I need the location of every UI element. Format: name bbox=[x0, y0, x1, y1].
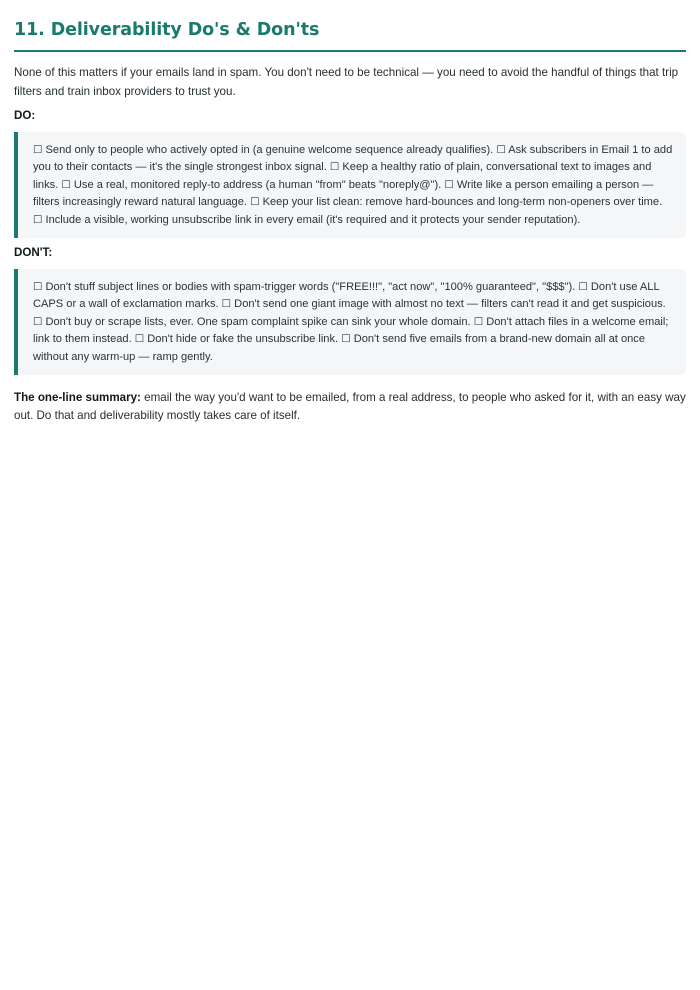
checkbox-icon: ☐ bbox=[134, 333, 145, 346]
checklist-item bbox=[250, 196, 662, 208]
checkbox-icon: ☐ bbox=[329, 161, 340, 174]
checkbox-icon: ☐ bbox=[341, 333, 351, 346]
checklist-item-text: Don't send five emails from a brand-new domain all at once without any warm-up — ramp gently. bbox=[33, 333, 646, 363]
checkbox-icon: ☐ bbox=[33, 315, 43, 328]
checklist-item-text: Send only to people who actively opted in (a genuine welcome sequence already qualifies). bbox=[42, 144, 494, 156]
checklist-item bbox=[33, 281, 575, 293]
checkbox-icon: ☐ bbox=[61, 178, 71, 191]
checkbox-icon: ☐ bbox=[221, 298, 232, 311]
checklist-item bbox=[33, 144, 493, 156]
checklist-item-text: Don't buy or scrape lists, ever. One spam complaint spike can sink your whole domain. bbox=[42, 315, 471, 328]
checklist-item bbox=[33, 214, 580, 226]
checkbox-icon: ☐ bbox=[496, 144, 506, 156]
section-title: 11. Deliverability Do's & Don'ts bbox=[14, 20, 320, 40]
checklist-item-text: Write like a person emailing a person — filters increasingly reward natural language. bbox=[33, 178, 654, 209]
intro-paragraph: None of this matters if your emails land in spam. You don't need to be technical — you need to avoid the handful of things that trip filters and train inbox providers to trust you. bbox=[14, 66, 679, 98]
do-callout bbox=[14, 132, 686, 238]
checklist-item-text: Don't stuff subject lines or bodies with spam-trigger words ("FREE!!!", "act now", "100% guaranteed", "$$$"). bbox=[42, 281, 576, 294]
checklist-item-text: Keep a healthy ratio of plain, conversational text to images and links. bbox=[33, 161, 652, 191]
dont-callout bbox=[14, 269, 686, 375]
checklist-item-text: Use a real, monitored reply-to address (a human "from" beats "noreply@"). bbox=[70, 178, 442, 191]
checkbox-icon: ☐ bbox=[250, 196, 260, 209]
summary-paragraph bbox=[14, 389, 686, 425]
dont-label: DON'T: bbox=[14, 246, 53, 260]
title-divider bbox=[14, 50, 686, 52]
checklist-item-text: Don't hide or fake the unsubscribe link. bbox=[144, 333, 339, 346]
checkbox-icon: ☐ bbox=[444, 178, 454, 191]
checklist-item-text: Don't use ALL CAPS or a wall of exclamation marks. bbox=[33, 281, 660, 311]
checklist-item-text: Include a visible, working unsubscribe link in every email (it's required and it protects your sender reputation). bbox=[42, 213, 581, 226]
checklist-item bbox=[61, 179, 441, 191]
checklist-item-text: Don't send one giant image with almost no text — filters can't read it and get suspicious. bbox=[231, 298, 666, 311]
checklist-item bbox=[222, 298, 666, 310]
checkbox-icon: ☐ bbox=[578, 281, 588, 294]
checklist-item-text: Don't attach files in a welcome email; link to them instead. bbox=[33, 315, 669, 346]
summary-lead: The one-line summary: bbox=[14, 391, 141, 405]
checkbox-icon: ☐ bbox=[33, 213, 43, 226]
checklist-item bbox=[135, 333, 338, 345]
checkbox-icon: ☐ bbox=[33, 144, 43, 156]
checkbox-icon: ☐ bbox=[33, 281, 43, 294]
checklist-item bbox=[33, 316, 471, 328]
summary-text: email the way you'd want to be emailed, from a real address, to people who asked for it, with an easy way out. Do that and deliverability mostly takes care of itself. bbox=[14, 391, 686, 423]
do-label: DO: bbox=[14, 109, 36, 122]
checkbox-icon: ☐ bbox=[473, 315, 484, 328]
checklist-item-text: Keep your list clean: remove hard-bounces and long-term non-openers over time. bbox=[259, 196, 663, 209]
checklist-item-text: Ask subscribers in Email 1 to add you to their contacts — it's the single strongest inbox signal. bbox=[33, 144, 673, 174]
